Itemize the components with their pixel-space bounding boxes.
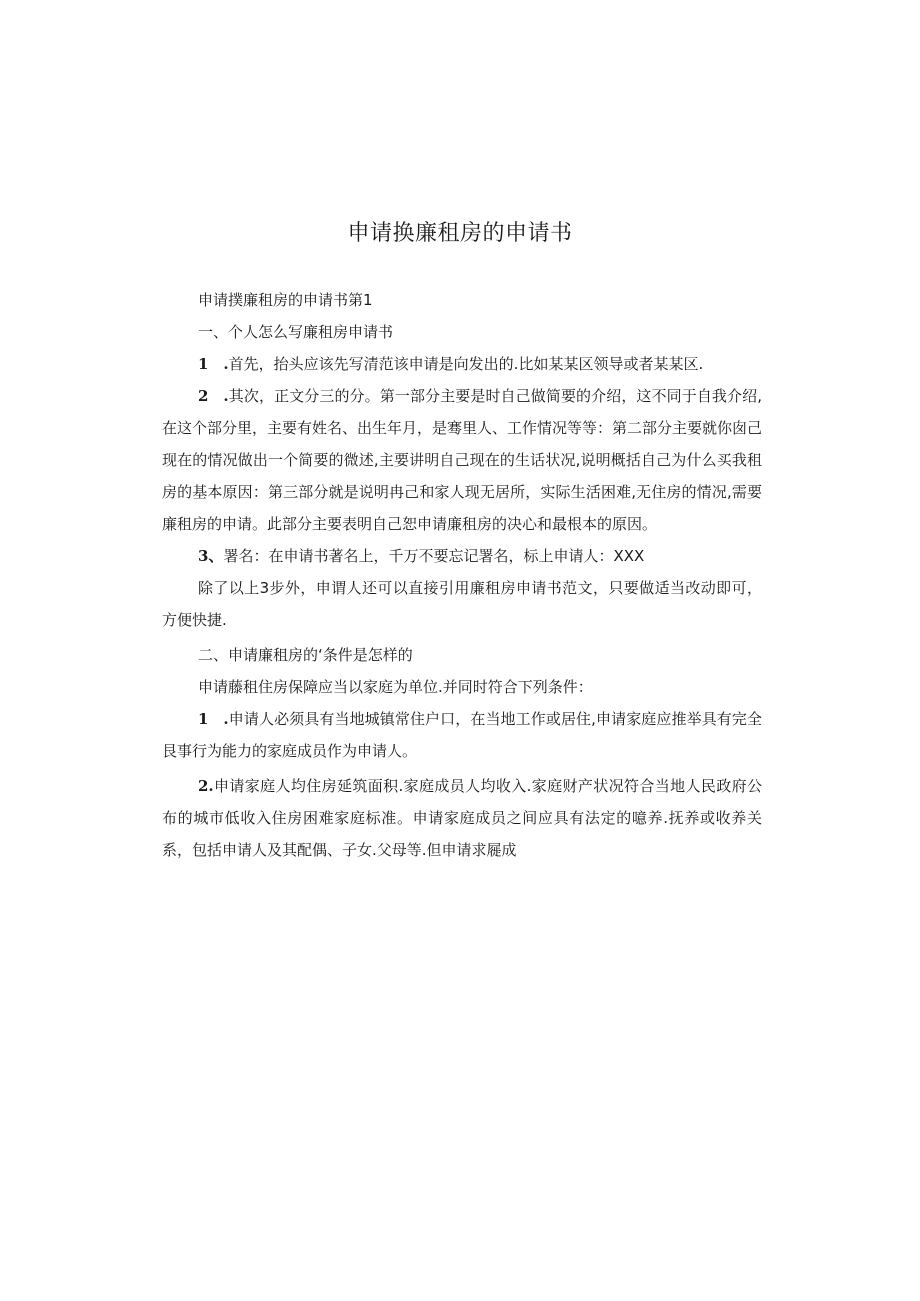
- paragraph-condition-1: [162, 703, 762, 767]
- document-title: 申请换廉租房的申请书: [347, 221, 573, 246]
- paragraph-text: 申请人必须具有当地城镇常住户口，在当地工作或居住,申请家庭应推举具有完全艮事行为能力的家庭成员作为申请人。: [162, 710, 762, 760]
- paragraph-note: [162, 572, 762, 636]
- paragraph-text: 首先，抬头应该先写清范该申请是向发出的.比如某某区领导或者某某区.: [228, 355, 704, 373]
- paragraph-subtitle: [162, 284, 762, 316]
- paragraph-item-2: [162, 380, 762, 540]
- paragraph-section-heading-2: [162, 639, 762, 671]
- paragraph-text: 申请家庭人均住房延筑面积.家庭成员人均收入.家庭财产状况符合当地人民政府公布的城市低收入住房困难家庭标准。申请家庭成员之间应具有法定的噫养.抚养或收养关系，包括申请人及其配偶、子女.父母等.但申请求屣成: [162, 777, 762, 859]
- list-number: 3、: [198, 547, 224, 565]
- paragraph-item-3: [162, 540, 762, 572]
- paragraph-text: 除了以上3步外，申谓人还可以直接引用廉租房申请书范文，只要做适当改动即可，方便快捷.: [162, 579, 762, 629]
- paragraph-item-1: [162, 348, 762, 380]
- paragraph-text: 二、申请廉租房的‘条件是怎样的: [198, 646, 413, 664]
- paragraph-text: 申请藤租住房保障应当以家庭为单位.并同时符合下列条件：: [198, 678, 593, 696]
- paragraph-conditions-intro: [162, 671, 762, 703]
- paragraph-text: 其次，正文分三的分。第一部分主要是时自己做简要的介绍，这不同于自我介绍,在这个部分里，主要有姓名、出生年月，是骞里人、工作情况等等：第二部分主要就你囱己现在的情况做出一个简要的微述,主要讲明自己现在的生话状况,说明概括自己为什么买我租房的基本原因：第三部分就是说明冉己和家人现无居所，实际生活困难,无住房的情况,需要廉租房的申请。此部分主要表明自己恕申请廉租房的决心和最根本的原因。: [162, 387, 763, 533]
- list-number: 2.: [198, 777, 214, 795]
- paragraph-condition-2: [162, 770, 762, 866]
- paragraph-section-heading-1: [162, 316, 762, 348]
- list-number: 1 .: [198, 710, 229, 728]
- paragraph-text: 一、个人怎么写廉租房申请书: [198, 323, 394, 341]
- document-body: [162, 284, 762, 866]
- paragraph-text: 申请撲廉租房的申请书第1: [198, 291, 373, 309]
- list-number: 2 .: [198, 387, 229, 405]
- list-number: 1 .: [198, 355, 229, 373]
- paragraph-text: 署名：在申请书著名上，千万不要忘记署名，标上申请人：XXX: [223, 547, 645, 565]
